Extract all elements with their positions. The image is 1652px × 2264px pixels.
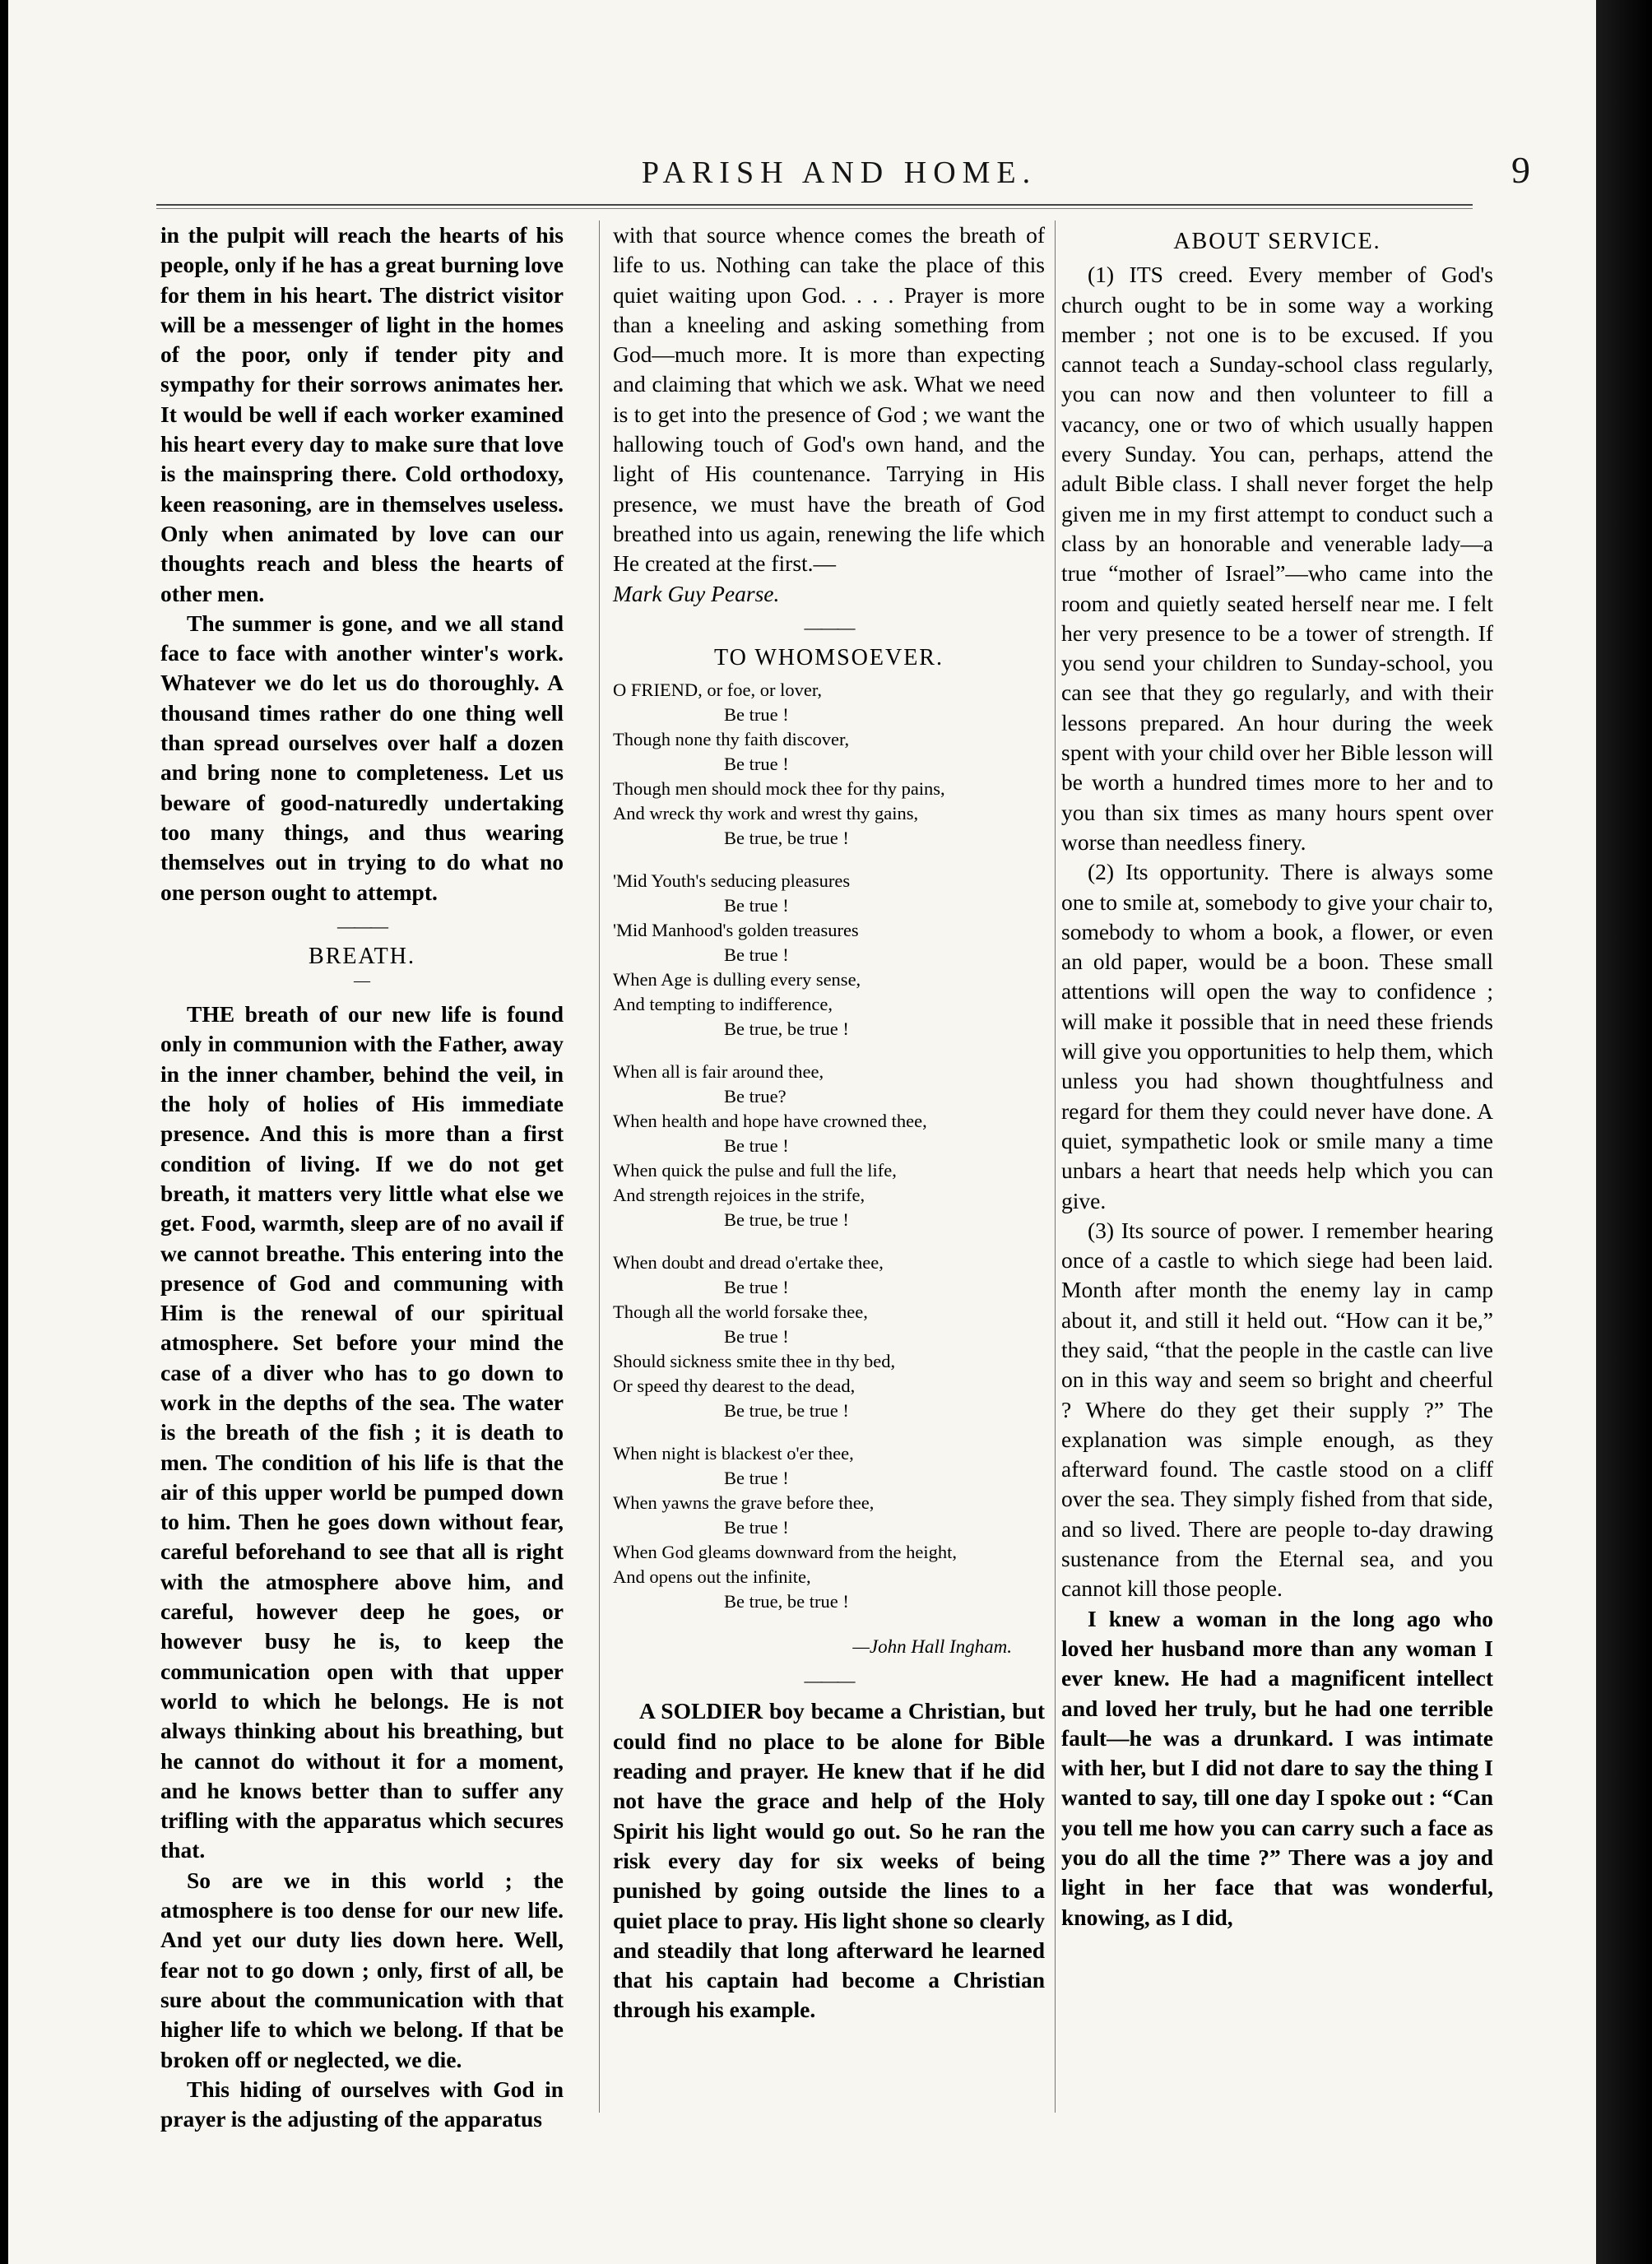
poem-line: Or speed thy dearest to the dead, <box>613 1376 856 1397</box>
section-separator: ——— <box>804 1670 854 1691</box>
poem-stanza <box>613 678 1045 851</box>
poem-line: O FRIEND, or foe, or lover, <box>613 680 823 701</box>
article-paragraph: in the pulpit will reach the hearts of his people, only if he has a great burning love for them in his heart. The district visitor will be a messenger of light in the homes of the poor, only if tender pity and sympathy for their sorrows animates her. It would be well if each worker examined his heart every day to make sure that love is the mainspring there. Cold orthodoxy, keen reasoning, are in themselves useless. Only when animated by love can our thoughts reach and bless the hearts of other men. <box>160 222 564 606</box>
article-paragraph: I knew a woman in the long ago who loved her husband more than any woman I ever knew. He had a magnificent intellect and loved her truly, but he had one terrible fault—he was a drunkard. I was intimate with her, but I did not dare to say the thing I wanted to say, till one day I spoke out : “Can you tell me how you can carry such a face as you do all the time ?” There was a joy and light in her face that was wonderful, knowing, as I did, <box>1061 1605 1493 1930</box>
article-paragraph: (2) Its opportunity. There is always some one to smile at, somebody to give your chair to, somebody to whom a book, a flower, or even an old paper, would be a boon. These small attentions will open the way to confidence ; will make it possible that in need these friends will give you opportunities to help them, which unless you had shown thoughtfulness and regard for them they could never have done. A quiet, sympathetic look or smile many a time unbars a heart that needs help which you can give. <box>1061 859 1493 1213</box>
poem-attribution: —John Hall Ingham. <box>852 1636 1012 1658</box>
poem-stanza <box>613 1250 1045 1423</box>
section-title-breath: BREATH. <box>309 943 415 969</box>
page-header <box>165 148 1530 197</box>
poem-line: When all is fair around thee, <box>613 1061 824 1083</box>
poem-stanza <box>613 869 1045 1042</box>
header-rule <box>156 204 1473 209</box>
column-divider <box>1055 220 1056 2113</box>
poem-line: When night is blackest o'er thee, <box>613 1443 854 1464</box>
article-paragraph: (1) ITS creed. Every member of God's church ought to be in some way a working member ; not one is to be excused. If you cannot teach a Sunday-school class regularly, you can now and then volunteer to fill a vacancy, one or two of which usually happen every Sunday. You can, perhaps, attend the adult Bible class. I shall never forget the help given me in my first attempt to conduct such a class by an honorable and venerable lady—a true “mother of Israel”—who came into the room and quietly seated herself near me. I felt her very presence to be a tower of strength. If you send your children to Sunday-school, you can see that they go regularly, and with their lessons prepared. An hour during the week spent with your child over her Bible lesson will be worth a hundred times more to her and to you than six times as many hours spent over worse than needless finery. <box>1061 262 1493 855</box>
poem-line: When doubt and dread o'ertake thee, <box>613 1252 884 1274</box>
poem-line: When quick the pulse and full the life, <box>613 1160 897 1181</box>
scan-border <box>1596 0 1652 2264</box>
poem-line: And wreck thy work and wrest thy gains, <box>613 803 919 824</box>
column-divider <box>599 220 600 2113</box>
poem-line: Be true, be true ! <box>724 1209 849 1231</box>
poem-stanza <box>613 1060 1045 1232</box>
poem-line: Should sickness smite thee in thy bed, <box>613 1351 896 1372</box>
section-separator: — <box>354 972 370 990</box>
poem-line: Though none thy faith discover, <box>613 729 850 750</box>
poem-line: Be true, be true ! <box>724 828 849 849</box>
poem-line: Be true ! <box>724 895 789 916</box>
column-2 <box>613 220 1045 2025</box>
poem-line: When God gleams downward from the height, <box>613 1542 958 1563</box>
poem <box>613 678 1045 1614</box>
poem-stanza <box>613 1441 1045 1614</box>
poem-line: Be true, be true ! <box>724 1018 849 1040</box>
page-number: 9 <box>1511 149 1530 191</box>
article-paragraph: So are we in this world ; the atmosphere is too dense for our new life. And yet our duty lies down here. Well, fear not to go down ; only, first of all, be sure about the communication with that higher life to which we belong. If that be broken off or neglected, we die. <box>160 1867 564 2072</box>
poem-line: When health and hope have crowned thee, <box>613 1111 927 1132</box>
poem-line: And tempting to indifference, <box>613 994 833 1015</box>
poem-title: TO WHOMSOEVER. <box>714 644 944 670</box>
poem-line: When Age is dulling every sense, <box>613 969 861 990</box>
poem-line: Though all the world forsake thee, <box>613 1301 868 1323</box>
article-paragraph: (3) Its source of power. I remember hearing once of a castle to which siege had been laid. Month after month the enemy lay in camp about it, and still it held out. “How can it be,” they said, “that the people in the castle can live on in this way and seem so bright and cheerful ? Where do they get their supply ?” The explanation was simple enough, as they afterward found. The castle stood on a cliff over the sea. They simply fished from that side, and so lived. There are people to-day drawing sustenance from the Eternal sea, and you cannot kill those people. <box>1061 1217 1493 1602</box>
section-separator: ——— <box>804 616 854 638</box>
poem-line: Be true? <box>724 1086 787 1107</box>
page-title: PARISH AND HOME. <box>641 155 1037 190</box>
poem-line: 'Mid Youth's seducing pleasures <box>613 870 851 892</box>
poem-line: Be true ! <box>724 944 789 966</box>
poem-line: Be true ! <box>724 1326 789 1348</box>
column-3 <box>1061 220 1493 1932</box>
poem-line: And strength rejoices in the strife, <box>613 1185 865 1206</box>
poem-line: Be true, be true ! <box>724 1400 849 1422</box>
article-paragraph: THE breath of our new life is found only in communion with the Father, away in the inner chamber, behind the veil, in the holy of holies of His immediate presence. And this is more than a first condition of living. If we do not get breath, it matters very little what else we get. Food, warmth, sleep are of no avail if we cannot breathe. This entering into the presence of God and communing with Him is the renewal of our spiritual atmosphere. Set before your mind the case of a diver who has to go down to work in the depths of the sea. The water is the breath of the fish ; it is death to men. The condition of his life is that the air of this upper world be pumped down to him. Then he goes down without fear, careful beforehand to see that all is right with the atmosphere above him, and careful, however deep he goes, or however busy he is, to keep the communication open with that upper world to which he belongs. He is not always thinking about his breathing, but he cannot do without it for a moment, and he knows better than to suffer any trifling with the apparatus which secures that. <box>160 1001 564 1863</box>
column-1 <box>160 220 564 2134</box>
article-paragraph: A SOLDIER boy became a Christian, but could find no place to be alone for Bible reading and prayer. He knew that if he did not have the grace and help of the Holy Spirit his light would go out. So he ran the risk every day for six weeks of being punished by going outside the lines to a quiet place to pray. His light shone so clearly and steadily that long afterward he learned that his captain had become a Christian through his example. <box>613 1698 1045 2023</box>
poem-line: Be true ! <box>724 754 789 775</box>
poem-line: Be true ! <box>724 1135 789 1157</box>
section-title-about-service: ABOUT SERVICE. <box>1173 229 1381 254</box>
author-signature: Mark Guy Pearse. <box>613 580 780 606</box>
article-paragraph: This hiding of ourselves with God in prayer is the adjusting of the apparatus <box>160 2076 564 2132</box>
poem-line: When yawns the grave before thee, <box>613 1492 875 1514</box>
article-paragraph: with that source whence comes the breath of life to us. Nothing can take the place of this quiet waiting upon God. . . . Prayer is more than a kneeling and asking something from God—much more. It is more than expecting and claiming that which we ask. What we need is to get into the presence of God ; we want the hallowing touch of God's own hand, and the light of His countenance. Tarrying in His presence, we must have the breath of God breathed into us again, renewing the life which He created at the first.— <box>613 222 1045 577</box>
poem-line: Be true ! <box>724 704 789 726</box>
poem-line: Be true ! <box>724 1468 789 1489</box>
poem-line: And opens out the infinite, <box>613 1566 811 1588</box>
poem-line: Though men should mock thee for thy pains, <box>613 778 945 800</box>
article-paragraph: The summer is gone, and we all stand face to face with another winter's work. Whatever we do let us do thoroughly. A thousand times rather do one thing well than spread ourselves over half a dozen and bring none to completeness. Let us beware of good-naturedly undertaking too many things, and thus wearing themselves out in trying to do what no one person ought to attempt. <box>160 610 564 905</box>
poem-line: Be true ! <box>724 1517 789 1538</box>
poem-line: Be true, be true ! <box>724 1591 849 1612</box>
poem-line: Be true ! <box>724 1277 789 1298</box>
poem-line: 'Mid Manhood's golden treasures <box>613 920 859 941</box>
section-separator: ——— <box>337 915 387 936</box>
